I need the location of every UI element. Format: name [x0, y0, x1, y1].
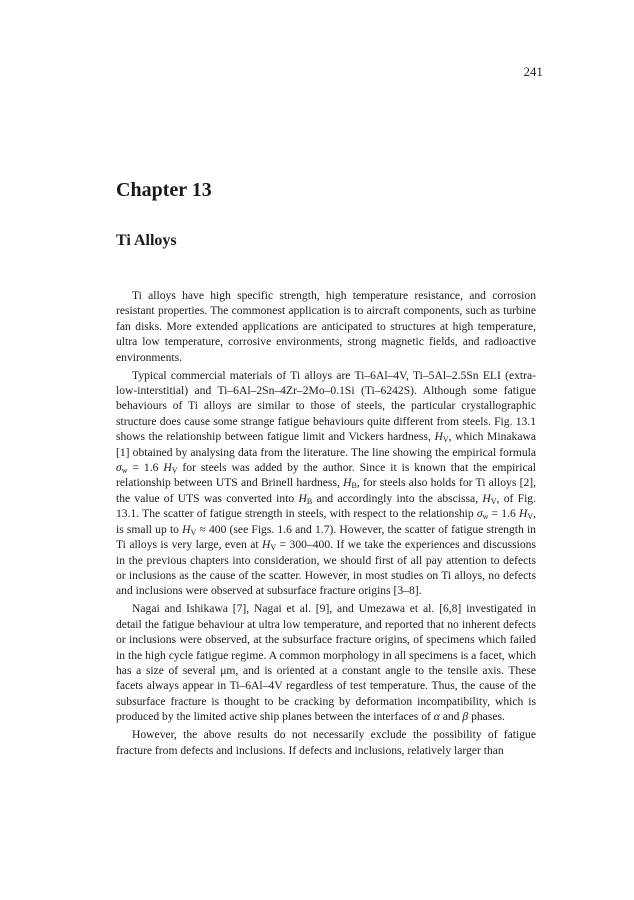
body-text: [116, 288, 536, 758]
paragraph-2: Typical commercial materials of Ti alloys are Ti–6Al–4V, Ti–5Al–2.5Sn ELI (extra-low-interstitial) and Ti–6Al–2Sn–4Zr–2Mo–0.1Si (Ti–6242S). Although some fatigue behaviours of Ti alloys are similar to those of steels, the particular crystallographic structure does cause some strange fatigue behaviours quite different from steels. Fig. 13.1 shows the relationship between fatigue limit and Vickers hardness, $H_V$, which Minakawa [1] obtained by analysing data from the literature. The line showing the empirical formula $\sigma_w = 1.6$ $H_V$ for steels was added by the author. Since it is known that the empirical relationship between UTS and Brinell hardness, $H_B$, for steels also holds for Ti alloys [2], the value of UTS was converted into $H_B$ and accordingly into the abscissa, $H_V$, of Fig. 13.1. The scatter of fatigue strength in steels, with respect to the relationship $\sigma_w = 1.6$ $H_V$, is small up to $H_V \approx 400$ (see Figs. 1.6 and 1.7). However, the scatter of fatigue strength in Ti alloys is very large, even at $H_V = 300-400$. If we take the experiences and discussions in the previous chapters into consideration, we should first of all pay attention to defects or inclusions as the cause of the scatter. However, in most studies on Ti alloys, no defects and inclusions were observed at subsurface fracture origins [3–8].: [116, 368, 536, 598]
chapter-label: Chapter 13: [116, 179, 212, 201]
page-number: 241: [523, 65, 543, 79]
chapter-title: Ti Alloys: [116, 232, 177, 249]
paragraph-4: However, the above results do not necessarily exclude the possibility of fatigue fracture from defects and inclusions. If defects and inclusions, relatively larger than: [116, 728, 536, 757]
paragraph-1: Ti alloys have high specific strength, high temperature resistance, and corrosion resistant properties. The commonest application is to aircraft components, such as turbine fan disks. More extended applications are anticipated to structures at high temperature, ultra low temperature, corrosive environments, strong magnetic fields, and radioactive environments.: [116, 289, 536, 364]
paragraph-3: Nagai and Ishikawa [7], Nagai et al. [9], and Umezawa et al. [6,8] investigated in detail the fatigue behaviour at ultra low temperature, and reported that no inherent defects or inclusions were observed, at the subsurface fracture origins, of specimens which failed in the high cycle fatigue regime. A common morphology in all specimens is a facet, which has a size of several μm, and is oriented at a constant angle to the tensile axis. These facets always appear in Ti–6Al–4V regardless of test temperature. Thus, the cause of the subsurface fracture is thought to be cracking by deformation incompatibility, which is produced by the limited active ship planes between the interfaces of α and β phases.: [116, 602, 536, 724]
